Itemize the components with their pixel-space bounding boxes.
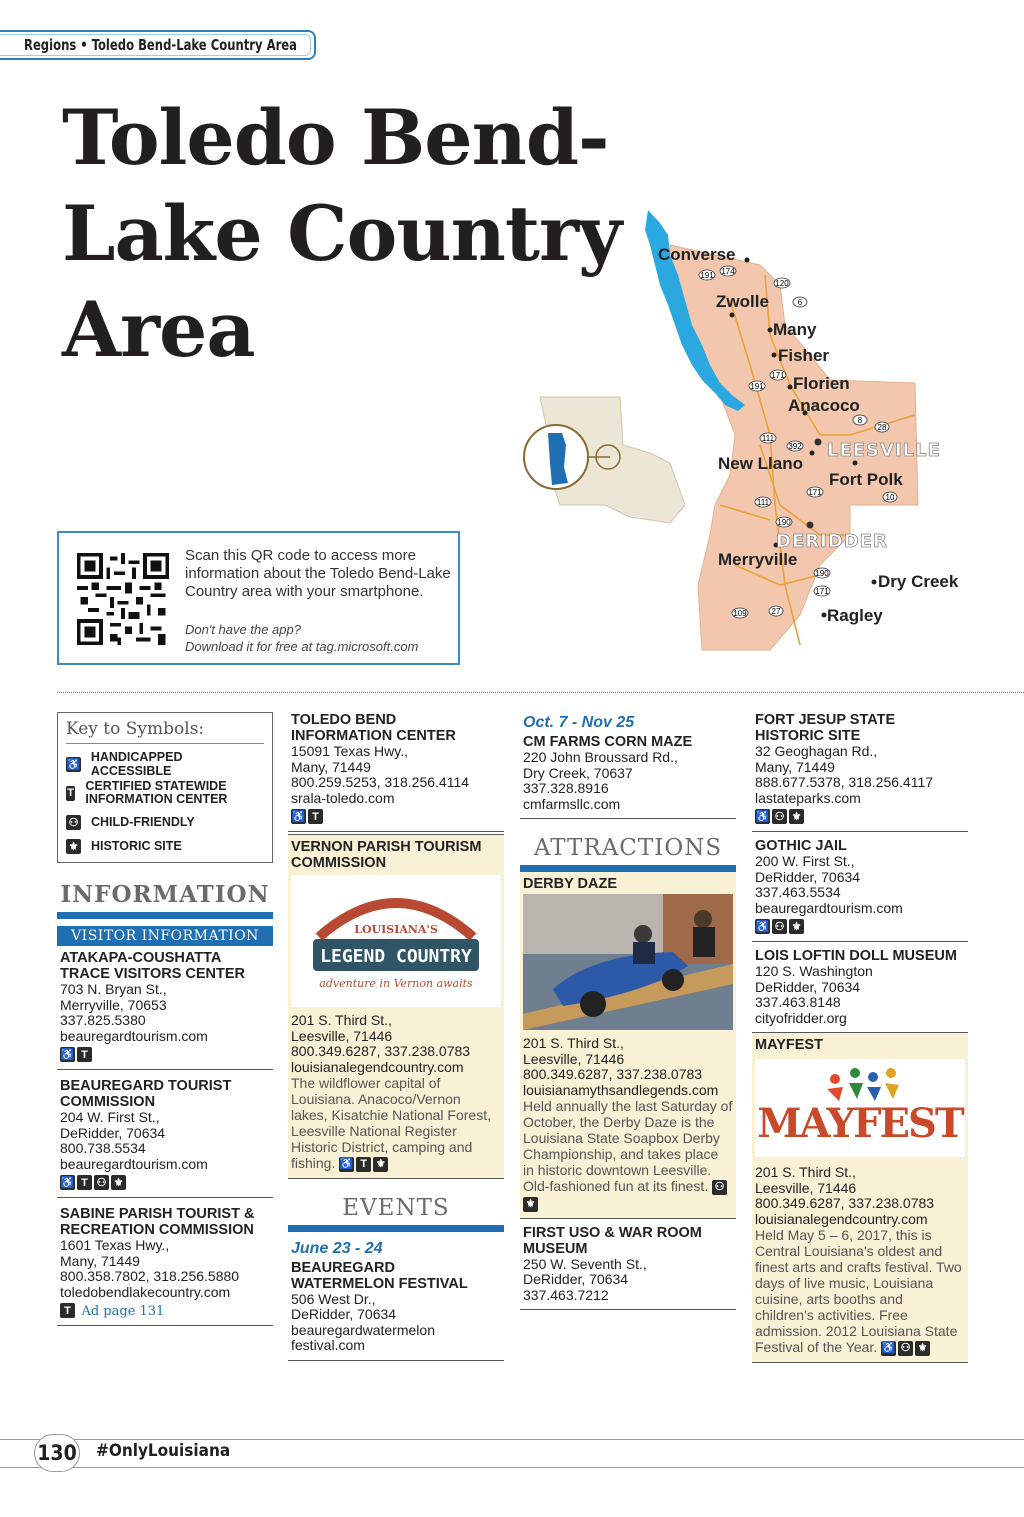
attractions-heading: ATTRACTIONS <box>520 835 736 872</box>
svg-text:28: 28 <box>877 423 887 432</box>
list-item <box>57 946 273 1070</box>
svg-text:190: 190 <box>777 518 791 527</box>
entry-description <box>291 1075 501 1172</box>
region-map <box>520 205 980 655</box>
info-center-icon: T <box>77 1175 92 1190</box>
list-item <box>57 1070 273 1198</box>
footer-hashtag: #OnlyLouisiana <box>96 1441 231 1461</box>
entry-icons <box>60 1174 270 1191</box>
entry-website[interactable]: louisianalegendcountry.com <box>291 1058 464 1075</box>
column-4 <box>752 712 968 1363</box>
mayfest-logo <box>755 1059 965 1157</box>
entry-name: VERNON PARISH TOURISM COMMISSION <box>291 839 482 871</box>
entry-website[interactable]: beauregardtourism.com <box>60 1027 208 1044</box>
child-friendly-icon: ⚇ <box>898 1341 913 1356</box>
entry-description-text: Held May 5 – 6, 2017, this is Central Louisiana's oldest and finest arts and crafts festival. Two days of live music, Louisiana cuisine, arts booths and children's activities. Free admission. 2012 Louisiana State Festival of the Year. <box>755 1227 962 1355</box>
key-label: HISTORIC SITE <box>91 839 182 853</box>
entry-name: GOTHIC JAIL <box>755 838 847 854</box>
column-information <box>57 712 273 1326</box>
list-item <box>520 1219 736 1311</box>
svg-text:LEGEND COUNTRY: LEGEND COUNTRY <box>320 946 472 967</box>
entry-phone: 337.328.8916 <box>523 780 609 796</box>
entry-address: 506 West Dr., <box>291 1290 376 1307</box>
entry-icons <box>755 918 965 935</box>
column-3 <box>520 712 736 1310</box>
svg-text:Fisher: Fisher <box>778 346 830 365</box>
entry-phone: 800.738.5534 <box>60 1140 146 1156</box>
list-item <box>57 1198 273 1326</box>
svg-text:111: 111 <box>761 434 775 443</box>
entry-phone: 800.349.6287, 337.238.0783 <box>291 1043 471 1059</box>
entry-city: Many, 71449 <box>755 758 835 775</box>
entry-name: SABINE PARISH TOURIST & RECREATION COMMISSION <box>60 1206 255 1238</box>
svg-text:DERIDDER: DERIDDER <box>776 531 888 552</box>
list-item <box>752 1033 968 1363</box>
child-friendly-icon: ⚇ <box>772 809 787 824</box>
key-row-historic <box>66 834 264 858</box>
entry-icons <box>755 808 965 825</box>
derby-photo <box>523 894 733 1030</box>
entry-phone: 337.463.5534 <box>755 884 841 900</box>
entry-address: 220 John Broussard Rd., <box>523 749 678 765</box>
visitor-info-subheading: VISITOR INFORMATION <box>57 926 273 946</box>
title-line-3: Area <box>62 285 255 374</box>
svg-text:191: 191 <box>700 271 714 280</box>
entry-phone: 337.825.5380 <box>60 1012 146 1028</box>
historic-site-icon: ⚜ <box>915 1341 930 1356</box>
handicap-icon: ♿ <box>755 811 770 824</box>
entry-address: 204 W. First St., <box>60 1109 160 1125</box>
entry-city: Many, 71449 <box>60 1252 140 1269</box>
entry-description <box>755 1227 965 1356</box>
entry-address: 201 S. Third St., <box>523 1035 624 1051</box>
svg-text:Dry Creek: Dry Creek <box>878 572 959 591</box>
svg-text:120: 120 <box>775 279 789 288</box>
svg-text:190: 190 <box>815 569 829 578</box>
entry-city: DeRidder, 70634 <box>755 978 861 995</box>
entry-website[interactable]: beauregardwatermelon <box>291 1321 435 1338</box>
key-row-info-center <box>66 776 264 810</box>
historic-site-icon: ⚜ <box>789 809 804 824</box>
information-heading: INFORMATION <box>57 881 273 919</box>
list-item <box>288 834 504 1179</box>
key-title: Key to Symbols: <box>66 719 264 744</box>
key-row-handicap <box>66 752 264 776</box>
list-item <box>520 712 736 819</box>
svg-text:LEESVILLE: LEESVILLE <box>827 440 941 461</box>
historic-site-icon: ⚜ <box>523 1197 538 1212</box>
svg-text:6: 6 <box>797 298 803 307</box>
key-label: CHILD-FRIENDLY <box>91 815 195 829</box>
qr-sub-text <box>185 621 455 655</box>
event-date: June 23 - 24 <box>291 1239 383 1257</box>
legend-country-logo <box>291 875 501 1007</box>
entry-phone: 337.463.8148 <box>755 994 841 1010</box>
entry-name: DERBY DAZE <box>523 876 617 892</box>
svg-text:Florien: Florien <box>793 374 850 393</box>
svg-text:Merryville: Merryville <box>718 550 798 569</box>
column-2 <box>288 712 504 1361</box>
info-center-icon: T <box>356 1157 371 1172</box>
key-label: HANDICAPPED ACCESSIBLE <box>90 750 183 778</box>
louisiana-inset <box>524 397 685 523</box>
entry-phone: 800.259.5253, 318.256.4114 <box>291 774 470 790</box>
svg-text:LOUISIANA'S: LOUISIANA'S <box>354 923 438 936</box>
handicap-icon: ♿ <box>339 1158 354 1171</box>
svg-text:Zwolle: Zwolle <box>716 292 769 311</box>
list-item <box>288 712 504 832</box>
entry-website[interactable]: beauregardtourism.com <box>755 899 903 916</box>
svg-text:Fort Polk: Fort Polk <box>829 470 903 489</box>
entry-city: Leesville, 71446 <box>755 1179 857 1196</box>
entry-name: BEAUREGARD TOURIST COMMISSION <box>60 1078 232 1110</box>
entry-phone: 800.349.6287, 337.238.0783 <box>755 1195 935 1211</box>
events-heading: EVENTS <box>288 1195 504 1232</box>
entry-website[interactable]: louisianalegendcountry.com <box>755 1210 928 1227</box>
page-number: 130 <box>34 1434 80 1472</box>
list-item <box>520 872 736 1219</box>
svg-text:Anacoco: Anacoco <box>788 396 860 415</box>
list-item <box>752 832 968 942</box>
svg-text:174: 174 <box>721 267 735 276</box>
qr-code-box <box>57 531 460 665</box>
historic-site-icon: ⚜ <box>66 839 81 854</box>
svg-text:191: 191 <box>750 382 764 391</box>
info-center-icon: T <box>308 809 323 824</box>
entry-name: TOLEDO BEND INFORMATION CENTER <box>291 712 456 744</box>
historic-site-icon: ⚜ <box>789 919 804 934</box>
divider <box>57 692 1024 693</box>
title-line-2: Lake Country <box>62 189 622 278</box>
footer-rule <box>0 1467 1024 1468</box>
child-friendly-icon: ⚇ <box>66 815 81 830</box>
entry-address: 1601 Texas Hwy., <box>60 1237 170 1253</box>
entry-address: 120 S. Washington <box>755 963 873 979</box>
entry-website[interactable]: lastateparks.com <box>755 789 861 806</box>
entry-description-text: Held annually the last Saturday of October, the Derby Daze is the Louisiana State Soapbox Derby Championship, and takes place in historic downtown Leesville. Old-fashioned fun at its finest. <box>523 1098 733 1194</box>
entry-website[interactable]: cityofridder.org <box>755 1009 847 1026</box>
info-center-icon: T <box>67 787 75 799</box>
historic-site-icon: ⚜ <box>111 1175 126 1190</box>
handicap-icon: ♿ <box>881 1342 896 1355</box>
qr-sub-line-1: Don't have the app? <box>185 622 301 637</box>
entry-name: FIRST USO & WAR ROOM MUSEUM <box>523 1224 702 1257</box>
entry-address: 15091 Texas Hwy., <box>291 743 408 759</box>
qr-download-link[interactable]: Download it for free at tag.microsoft.com <box>185 639 419 654</box>
handicap-icon: ♿ <box>66 758 81 771</box>
key-label: CERTIFIED STATEWIDE INFORMATION CENTER <box>85 779 228 806</box>
entry-website[interactable]: beauregardtourism.com <box>60 1155 208 1172</box>
svg-text:171: 171 <box>815 587 829 596</box>
ad-page-link[interactable]: Ad page 131 <box>81 1304 165 1319</box>
info-center-icon: T <box>60 1303 75 1318</box>
svg-text:MAYFEST: MAYFEST <box>757 1100 963 1147</box>
entry-name: MAYFEST <box>755 1037 823 1053</box>
entry-city: Many, 71449 <box>291 758 371 775</box>
entry-city: DeRidder, 70634 <box>523 1271 629 1288</box>
svg-text:8: 8 <box>857 416 863 425</box>
entry-icons <box>60 1302 270 1319</box>
entry-name: ATAKAPA-COUSHATTA TRACE VISITORS CENTER <box>60 950 246 982</box>
list-item <box>288 1232 504 1361</box>
entry-phone: 888.677.5378, 318.256.4117 <box>755 774 934 790</box>
breadcrumb <box>0 30 316 60</box>
svg-text:171: 171 <box>771 371 785 380</box>
entry-name: LOIS LOFTIN DOLL MUSEUM <box>755 948 957 964</box>
svg-text:171: 171 <box>808 488 822 497</box>
key-to-symbols <box>57 712 273 863</box>
entry-city: DeRidder, 70634 <box>755 868 861 885</box>
entry-name: BEAUREGARD WATERMELON FESTIVAL <box>291 1259 468 1292</box>
svg-text:Ragley: Ragley <box>827 606 883 625</box>
svg-text:392: 392 <box>788 442 802 451</box>
handicap-icon: ♿ <box>291 811 306 824</box>
handicap-icon: ♿ <box>755 921 770 934</box>
entry-website[interactable]: cmfarmsllc.com <box>523 795 621 812</box>
entry-address: 703 N. Bryan St., <box>60 981 167 997</box>
svg-text:111: 111 <box>756 498 770 507</box>
entry-city: Leesville, 71446 <box>291 1027 393 1044</box>
svg-text:New Llano: New Llano <box>718 454 804 473</box>
svg-text:10: 10 <box>885 493 895 502</box>
entry-description-text: The wildflower capital of Louisiana. Anacoco/Vernon lakes, Kisatchie National Forest, Leesville National Register Historic District, camping and fishing. <box>291 1075 491 1171</box>
child-friendly-icon: ⚇ <box>712 1180 727 1195</box>
footer-rule <box>0 1439 1024 1440</box>
svg-text:adventure in Vernon awaits: adventure in Vernon awaits <box>319 977 473 990</box>
entry-phone: 800.358.7802, 318.256.5880 <box>60 1268 240 1284</box>
child-friendly-icon: ⚇ <box>94 1175 109 1190</box>
entry-address: 200 W. First St., <box>755 853 855 869</box>
entry-description <box>523 1098 733 1212</box>
entry-address: 201 S. Third St., <box>291 1012 392 1028</box>
key-row-child <box>66 810 264 834</box>
svg-text:27: 27 <box>771 607 781 616</box>
info-center-icon: T <box>77 1047 92 1062</box>
entry-website[interactable]: srala-toledo.com <box>291 789 395 806</box>
entry-city: Dry Creek, 70637 <box>523 764 633 781</box>
entry-icons <box>60 1046 270 1063</box>
event-date: Oct. 7 - Nov 25 <box>523 714 635 731</box>
entry-address: 201 S. Third St., <box>755 1164 856 1180</box>
title-line-1: Toledo Bend- <box>62 93 609 182</box>
list-item <box>752 942 968 1033</box>
list-item <box>752 712 968 832</box>
entry-name: CM FARMS CORN MAZE <box>523 734 693 750</box>
entry-phone: 800.349.6287, 337.238.0783 <box>523 1066 703 1082</box>
entry-icons <box>291 808 501 825</box>
entry-website[interactable]: toledobendlakecountry.com <box>60 1283 231 1300</box>
entry-address: 32 Geoghagan Rd., <box>755 743 878 759</box>
svg-text:Converse: Converse <box>658 245 736 264</box>
entry-phone: 337.463.7212 <box>523 1286 609 1303</box>
breadcrumb-label: Regions • Toledo Bend-Lake Country Area <box>24 36 298 54</box>
child-friendly-icon: ⚇ <box>772 919 787 934</box>
entry-website[interactable]: louisianamythsandlegends.com <box>523 1081 719 1098</box>
svg-text:Many: Many <box>773 320 817 339</box>
entry-name: FORT JESUP STATE HISTORIC SITE <box>755 712 896 744</box>
entry-address: 250 W. Seventh St., <box>523 1255 647 1272</box>
entry-city: DeRidder, 70634 <box>291 1306 397 1323</box>
svg-text:109: 109 <box>733 609 747 618</box>
handicap-icon: ♿ <box>60 1049 75 1062</box>
historic-site-icon: ⚜ <box>373 1157 388 1172</box>
qr-code-icon[interactable] <box>77 553 169 645</box>
handicap-icon: ♿ <box>60 1177 75 1190</box>
entry-website-cont[interactable]: festival.com <box>291 1337 365 1354</box>
qr-instructions: Scan this QR code to access more information about the Toledo Bend-Lake Country area with your smartphone. <box>185 547 451 600</box>
entry-city: Merryville, 70653 <box>60 996 167 1013</box>
entry-city: Leesville, 71446 <box>523 1050 625 1067</box>
entry-city: DeRidder, 70634 <box>60 1124 166 1141</box>
